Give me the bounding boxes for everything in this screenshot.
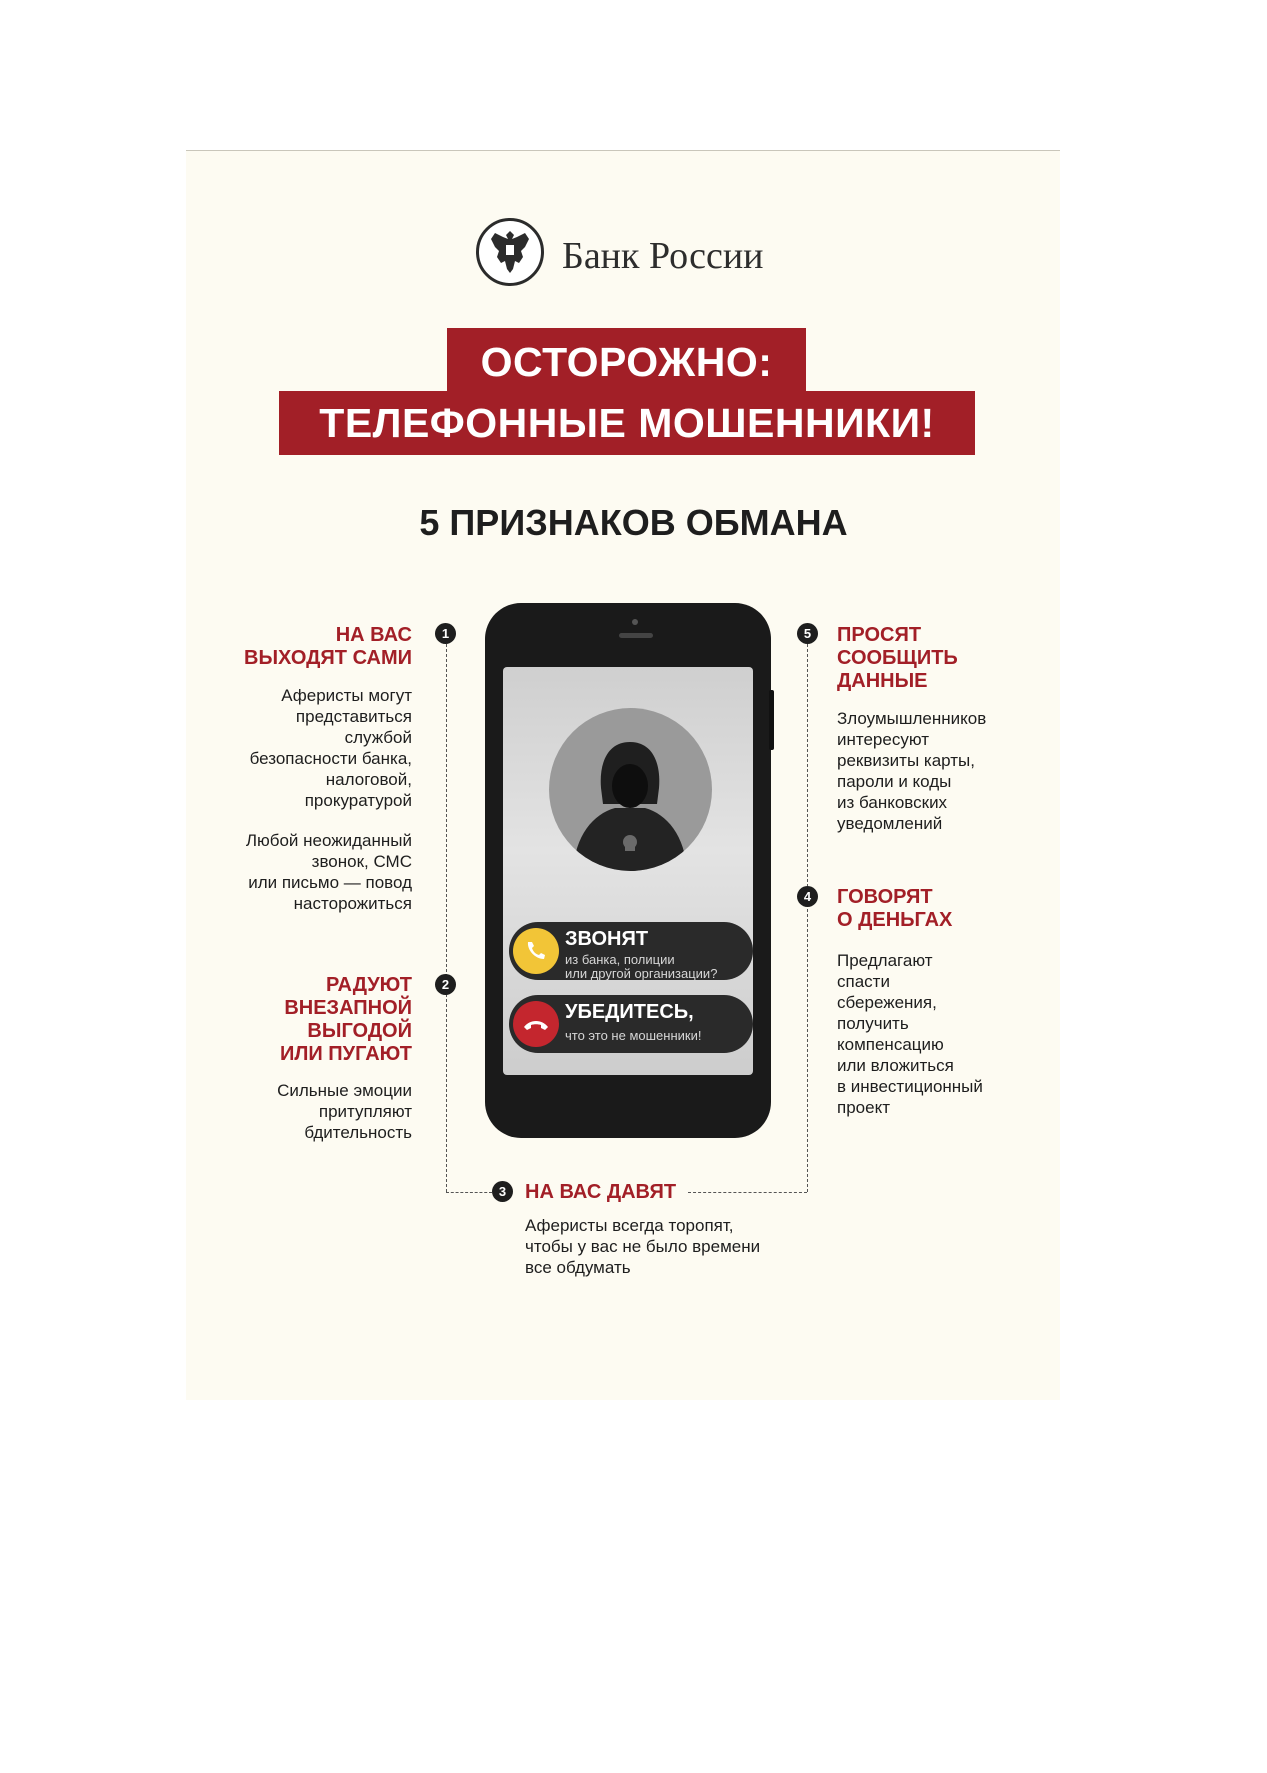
sign-5-text: Злоумышленников интересуют реквизиты карты, пароли и коды из банковских уведомлений [837, 709, 987, 833]
brand-name: Банк России [562, 235, 764, 277]
double-headed-eagle-icon [476, 218, 544, 286]
phone-side-button [769, 690, 774, 750]
phone-speaker [619, 633, 653, 638]
sign-2-title: РАДУЮТ ВНЕЗАПНОЙ ВЫГОДОЙ ИЛИ ПУГАЮТ [279, 974, 412, 1065]
decline-call-title: УБЕДИТЕСЬ, [565, 1001, 694, 1023]
sign-5-badge: 5 [797, 623, 818, 644]
sign-1-title: НА ВАС ВЫХОДЯТ САМИ [244, 624, 412, 669]
sign-4-title: ГОВОРЯТ О ДЕНЬГАХ [837, 886, 953, 931]
right-connector [807, 644, 808, 1192]
sign-4-text: Предлагают спасти сбережения, получить компенсацию или вложиться в инвестиционный проект [837, 951, 983, 1117]
sign-3-title: НА ВАС ДАВЯТ [525, 1181, 677, 1203]
sign-5-title: ПРОСЯТ СООБЩИТЬ ДАННЫЕ [837, 624, 958, 692]
phone-camera [632, 619, 638, 625]
sign-3-text: Аферисты всегда торопят, чтобы у вас не было времени все обдумать [525, 1216, 761, 1277]
sign-4-badge: 4 [797, 886, 818, 907]
bottom-right-connector [688, 1192, 807, 1193]
top-divider [186, 150, 1060, 151]
incoming-call-bar [509, 922, 753, 980]
warning-banner-line2: ТЕЛЕФОННЫЕ МОШЕННИКИ! [279, 391, 975, 455]
sign-3-badge: 3 [492, 1181, 513, 1202]
incoming-call-title: ЗВОНЯТ [565, 928, 649, 950]
sign-1-text: Аферисты могут представиться службой безопасности банка, налоговой, прокуратурой [249, 686, 412, 810]
page-subtitle: 5 ПРИЗНАКОВ ОБМАНА [419, 502, 848, 543]
phone-answer-icon [513, 928, 559, 974]
sign-2-badge: 2 [435, 974, 456, 995]
sign-2-text: Сильные эмоции притупляют бдительность [277, 1081, 412, 1142]
sign-1-badge: 1 [435, 623, 456, 644]
hooded-hacker-icon [549, 708, 712, 871]
phone-decline-icon [513, 1001, 559, 1047]
left-connector [446, 644, 447, 1192]
warning-banner-line1: ОСТОРОЖНО: [447, 328, 806, 396]
incoming-call-subtitle: из банка, полиции или другой организации? [565, 952, 718, 981]
sign-1-note: Любой неожиданный звонок, СМС или письмо — повод насторожиться [245, 831, 412, 913]
decline-call-bar [509, 995, 753, 1053]
bottom-left-connector [446, 1192, 492, 1193]
decline-call-subtitle: что это не мошенники! [565, 1028, 702, 1043]
